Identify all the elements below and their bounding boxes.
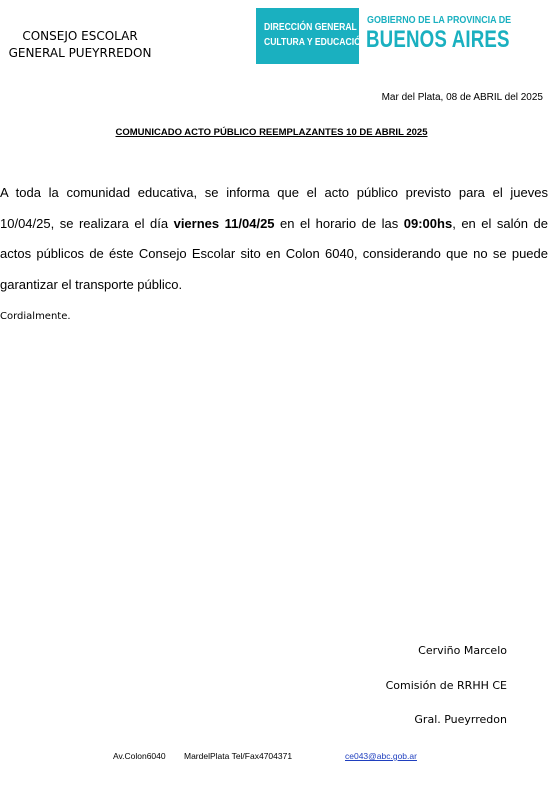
footer-email-link[interactable]: ce043@abc.gob.ar [345, 751, 417, 761]
council-name-line2: GENERAL PUEYRREDON [8, 46, 152, 60]
signature-place: Gral. Pueyrredon [414, 713, 507, 726]
dgce-logo-line2: CULTURA Y EDUCACIÓN [264, 36, 368, 48]
body-part-1: A toda la comunidad educativa, se informa que el acto público previsto para el jueves 10/04/25, se realizara el día [0, 185, 548, 231]
letter-date: Mar del Plata, 08 de ABRIL del 2025 [381, 92, 543, 103]
dgce-logo-line1: DIRECCIÓN GENERAL DE [264, 21, 372, 33]
letter-title: COMUNICADO ACTO PÚBLICO REEMPLAZANTES 10 DE ABRIL 2025 [115, 127, 428, 138]
gov-logo-small-text: GOBIERNO DE LA PROVINCIA DE [367, 14, 512, 26]
body-part-3: , en el salón de actos públicos de éste Consejo Escolar sito en Colon 6040, considerando que no se puede garantizar el transporte público. [0, 215, 548, 292]
closing-text: Cordialmente. [0, 311, 71, 322]
signature-name: Cerviño Marcelo [418, 644, 507, 657]
body-bold-time: 09:00hs [403, 215, 453, 231]
body-part-2: en el horario de las [274, 215, 404, 231]
council-name [0, 28, 160, 62]
council-name-line1: CONSEJO ESCOLAR [22, 29, 138, 43]
footer-address: Av.Colon6040 [113, 751, 166, 761]
footer-city-phone: MardelPlata Tel/Fax4704371 [184, 751, 293, 761]
signature-role: Comisión de RRHH CE [385, 679, 507, 692]
body-bold-date: viernes 11/04/25 [173, 215, 275, 231]
dgce-logo [256, 8, 372, 64]
letter-body [0, 178, 548, 300]
gov-logo-big-text: BUENOS AIRES [366, 26, 510, 53]
